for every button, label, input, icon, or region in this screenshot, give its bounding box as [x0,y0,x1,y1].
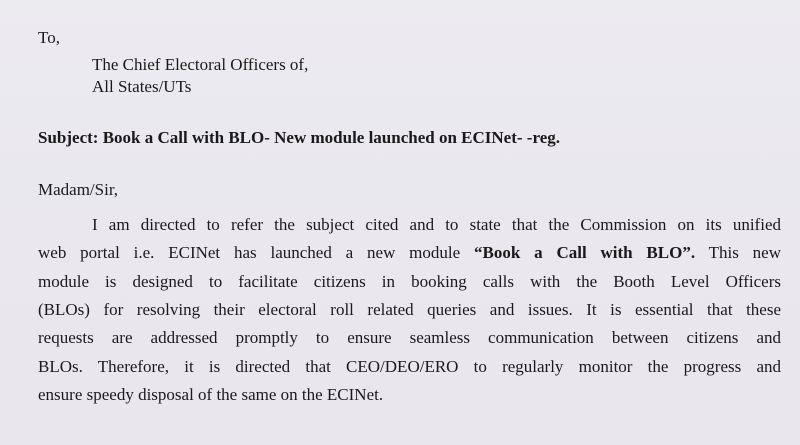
body-line-6: BLOs. Therefore, it is directed that CEO/DEO/ERO to regularly monitor the progress and [38,357,781,376]
salutation: Madam/Sir, [38,180,119,199]
subject-text: Book a Call with BLO- New module launched on ECINet- -reg. [102,128,560,147]
body-line-4: (BLOs) for resolving their electoral roll related queries and issues. It is essential that these [38,300,781,319]
body-line-7: ensure speedy disposal of the same on the ECINet. [38,385,384,404]
body-line-2 [38,243,781,263]
body-line-2-text: web portal i.e. ECINet has launched a new module [38,243,474,262]
addressee-line-2: All States/UTs [92,77,192,96]
addressee-line-1: The Chief Electoral Officers of, [92,55,309,74]
subject-line [38,128,560,148]
body-line-2-end: This new [708,243,781,262]
subject-label: Subject: [38,128,99,147]
body-line-1: I am directed to refer the subject cited and to state that the Commission on its unified [92,215,781,234]
recipient-to: To, [38,28,60,47]
body-line-3: module is designed to facilitate citizens in booking calls with the Booth Level Officers [38,272,781,291]
module-name: “Book a Call with BLO”. [474,243,696,262]
body-line-5: requests are addressed promptly to ensure seamless communication between citizens and [38,328,781,347]
